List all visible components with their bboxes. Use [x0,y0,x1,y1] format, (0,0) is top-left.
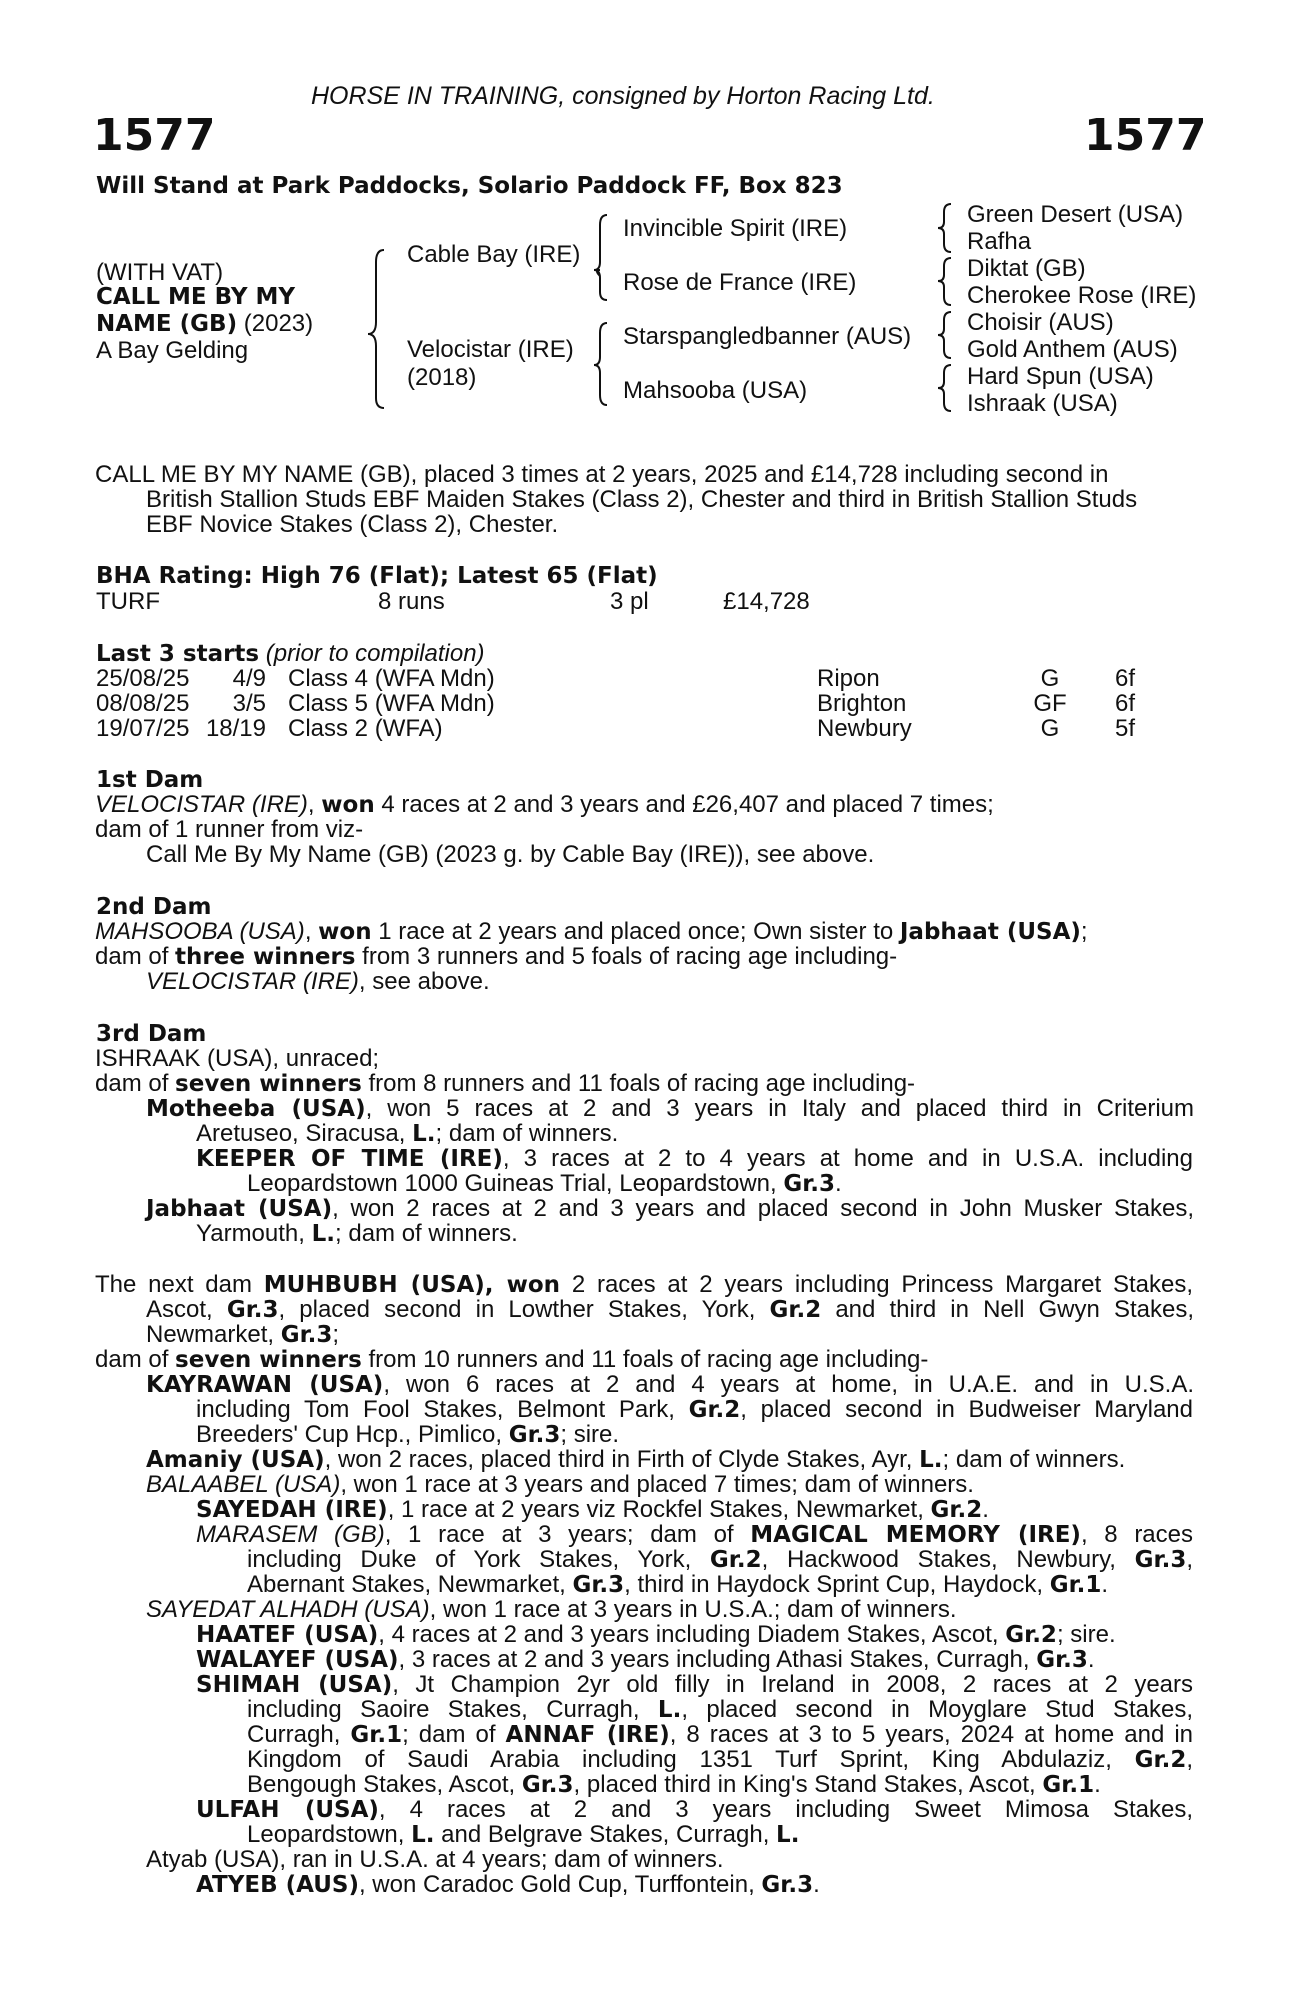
kayrawan-line2: including Tom Fool Stakes, Belmont Park, Gr.2, placed second in Budweiser Maryland [196,1396,1194,1423]
consignment-line: HORSE IN TRAINING, consigned by Horton Racing Ltd. [311,82,935,110]
next-dam-line1: The next dam MUHBUBH (USA), won 2 races at 2 years including Princess Margaret Stakes, [95,1271,1194,1298]
start-date: 25/08/25 [96,665,190,692]
pedigree-dds: Hard Spun (USA) [967,363,1154,390]
first-dam-heading: 1st Dam [96,767,204,793]
rating-runs: 8 runs [378,588,445,615]
jabhaat-line1: Jabhaat (USA), won 2 races at 2 and 3 years and placed second in John Musker Stakes, [146,1195,1194,1222]
horse-name: NAME (GB) [96,311,238,337]
lot-number-left: 1577 [93,110,216,161]
pedigree-sds: Diktat (GB) [967,255,1086,282]
shimah-line2: including Saoire Stakes, Curragh, L., placed second in Moyglare Stud Stakes, [247,1696,1193,1723]
keeper-line2: Leopardstown 1000 Guineas Trial, Leopardstown, Gr.3. [247,1170,842,1197]
sayedah-line: SAYEDAH (IRE), 1 race at 2 years viz Rockfel Stakes, Newmarket, Gr.2. [196,1496,989,1523]
amaniy-line: Amaniy (USA), won 2 races, placed third in Firth of Clyde Stakes, Ayr, L.; dam of winners. [146,1446,1126,1473]
jabhaat-line2: Yarmouth, L.; dam of winners. [196,1220,518,1247]
pedigree-dam-sire: Starspangledbanner (AUS) [623,323,912,350]
shimah-line3: Curragh, Gr.1; dam of ANNAF (IRE), 8 races at 3 to 5 years, 2024 at home and in [247,1721,1194,1748]
start-going: GF [1033,690,1067,717]
start-date: 19/07/25 [96,715,190,742]
atyab-line: Atyab (USA), ran in U.S.A. at 4 years; dam of winners. [146,1846,724,1873]
third-dam-line1: ISHRAAK (USA), unraced; [95,1045,380,1072]
pedigree-dss: Choisir (AUS) [967,309,1114,336]
second-dam-line1: MAHSOOBA (USA), won 1 race at 2 years and placed once; Own sister to Jabhaat (USA); [95,918,1088,945]
lot-number-right: 1577 [1084,110,1207,161]
pedigree-sire: Cable Bay (IRE) [407,241,581,268]
pedigree-ssd: Rafha [967,228,1032,255]
ulfah-line1: ULFAH (USA), 4 races at 2 and 3 years including Sweet Mimosa Stakes, [196,1796,1193,1823]
motheeba-line2: Aretuseo, Siracusa, L.; dam of winners. [196,1120,619,1147]
kayrawan-line1: KAYRAWAN (USA), won 6 races at 2 and 4 years at home, in U.A.E. and in U.S.A. [146,1371,1195,1398]
start-date: 08/08/25 [96,690,190,717]
horse-description: A Bay Gelding [96,337,249,364]
pedigree-dam: Velocistar (IRE) [407,336,574,363]
first-dam-line1: VELOCISTAR (IRE), won 4 races at 2 and 3 years and £26,407 and placed 7 times; [95,791,994,818]
pedigree-sire-dam: Rose de France (IRE) [623,269,857,296]
atyeb-line: ATYEB (AUS), won Caradoc Gold Cup, Turffontein, Gr.3. [196,1871,820,1898]
bha-rating: BHA Rating: High 76 (Flat); Latest 65 (Flat) [96,563,658,589]
marasem-line2: including Duke of York Stakes, York, Gr.2, Hackwood Stakes, Newbury, Gr.3, [247,1546,1193,1573]
last-starts-heading: Last 3 starts (prior to compilation) [96,640,485,667]
start-race: Class 4 (WFA Mdn) [288,665,495,692]
third-dam-heading: 3rd Dam [96,1021,207,1047]
pedigree-sdd: Cherokee Rose (IRE) [967,282,1197,309]
haatef-line: HAATEF (USA), 4 races at 2 and 3 years including Diadem Stakes, Ascot, Gr.2; sire. [196,1621,1116,1648]
marasem-line1: MARASEM (GB), 1 race at 3 years; dam of MAGICAL MEMORY (IRE), 8 races [196,1521,1194,1548]
pedigree-dam-year: (2018) [407,364,477,391]
shimah-line4: Kingdom of Saudi Arabia including 1351 Turf Sprint, King Abdulaziz, Gr.2, [247,1746,1193,1773]
horse-year: (2023) [237,310,314,337]
start-going: G [1040,715,1060,742]
second-dam-heading: 2nd Dam [96,894,212,920]
next-dam-line2: Ascot, Gr.3, placed second in Lowther Stakes, York, Gr.2 and third in Nell Gwyn Stakes, [146,1296,1195,1323]
next-dam-line4: dam of seven winners from 10 runners and 11 foals of racing age including- [95,1346,929,1373]
rating-surface: TURF [96,588,160,615]
start-distance: 6f [1115,690,1136,717]
first-dam-line3: Call Me By My Name (GB) (2023 g. by Cable Bay (IRE)), see above. [146,841,875,868]
balaabel-line: BALAABEL (USA), won 1 race at 3 years and placed 7 times; dam of winners. [146,1471,974,1498]
kayrawan-line3: Breeders' Cup Hcp., Pimlico, Gr.3; sire. [196,1421,620,1448]
start-course: Newbury [817,715,912,742]
vat-label: (WITH VAT) [96,259,224,286]
rating-earnings: £14,728 [723,588,810,615]
pedigree-dsd: Gold Anthem (AUS) [967,336,1178,363]
start-distance: 6f [1115,665,1136,692]
start-race: Class 5 (WFA Mdn) [288,690,495,717]
pedigree-ddd: Ishraak (USA) [967,390,1118,417]
shimah-line5: Bengough Stakes, Ascot, Gr.3, placed third in King's Stand Stakes, Ascot, Gr.1. [247,1771,1101,1798]
keeper-line1: KEEPER OF TIME (IRE), 3 races at 2 to 4 years at home and in U.S.A. including [196,1145,1193,1172]
ulfah-line2: Leopardstown, L. and Belgrave Stakes, Curragh, L. [247,1821,800,1848]
summary-line1: CALL ME BY MY NAME (GB), placed 3 times at 2 years, 2025 and £14,728 including second in [95,461,1109,488]
horse-name-line1: CALL ME BY MY [96,284,296,310]
summary-line3: EBF Novice Stakes (Class 2), Chester. [146,511,559,538]
marasem-line3: Abernant Stakes, Newmarket, Gr.3, third in Haydock Sprint Cup, Haydock, Gr.1. [247,1571,1109,1598]
pedigree-sss: Green Desert (USA) [967,201,1184,228]
shimah-line1: SHIMAH (USA), Jt Champion 2yr old filly in Ireland in 2008, 2 races at 2 years [196,1671,1194,1698]
start-going: G [1040,665,1060,692]
start-position: 4/9 [232,665,266,692]
start-course: Brighton [817,690,907,717]
start-position: 18/19 [205,715,266,742]
first-dam-line2: dam of 1 runner from viz- [95,816,364,843]
next-dam-line3: Newmarket, Gr.3; [146,1321,340,1348]
third-dam-line2: dam of seven winners from 8 runners and 11 foals of racing age including- [95,1070,916,1097]
start-distance: 5f [1115,715,1136,742]
start-race: Class 2 (WFA) [288,715,443,742]
start-course: Ripon [817,665,880,692]
location-line: Will Stand at Park Paddocks, Solario Paddock FF, Box 823 [96,173,843,199]
pedigree-sire-sire: Invincible Spirit (IRE) [623,215,848,242]
second-dam-line3: VELOCISTAR (IRE), see above. [146,968,490,995]
second-dam-line2: dam of three winners from 3 runners and 5 foals of racing age including- [95,943,898,970]
start-position: 3/5 [232,690,266,717]
rating-placed: 3 pl [610,588,649,615]
sayedat-line: SAYEDAT ALHADH (USA), won 1 race at 3 years in U.S.A.; dam of winners. [146,1596,957,1623]
summary-line2: British Stallion Studs EBF Maiden Stakes (Class 2), Chester and third in British Stallion Studs [146,486,1138,513]
pedigree-dam-dam: Mahsooba (USA) [623,377,808,404]
motheeba-line1: Motheeba (USA), won 5 races at 2 and 3 years in Italy and placed third in Criterium [146,1095,1195,1122]
walayef-line: WALAYEF (USA), 3 races at 2 and 3 years including Athasi Stakes, Curragh, Gr.3. [196,1646,1095,1673]
